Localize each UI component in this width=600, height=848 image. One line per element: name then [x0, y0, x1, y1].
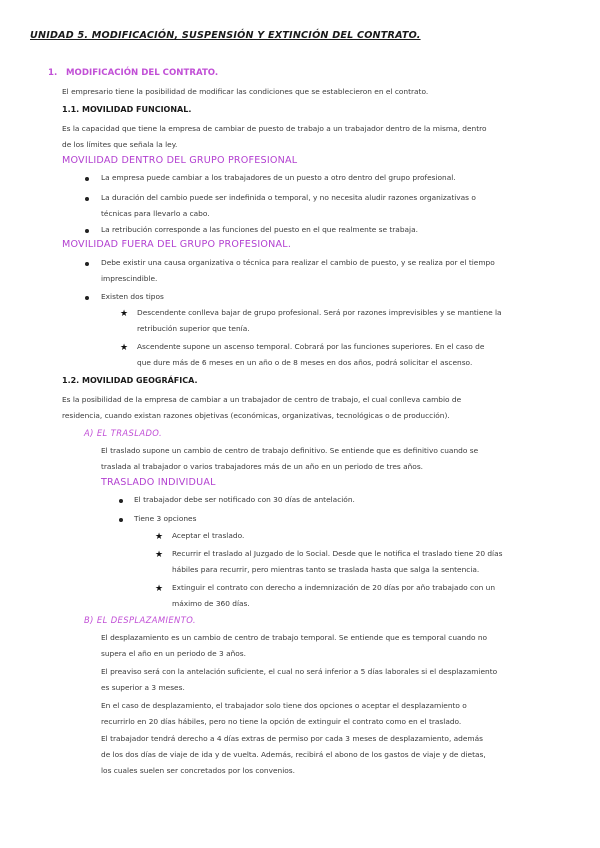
bullet-dot — [119, 499, 123, 503]
paragraph-line: es superior a 3 meses. — [101, 683, 185, 692]
heading-movilidad-dentro: MOVILIDAD DENTRO DEL GRUPO PROFESIONAL — [62, 155, 298, 166]
bullet-dot — [85, 197, 89, 201]
paragraph-line: supera el año en un periodo de 3 años. — [101, 649, 247, 658]
heading-movilidad-fuera: MOVILIDAD FUERA DEL GRUPO PROFESIONAL. — [62, 239, 292, 250]
bullet-dot — [85, 177, 89, 181]
paragraph-line: El preaviso será con la antelación suficiente, el cual no será inferior a 5 días laborales si el desplazamiento — [101, 667, 498, 676]
list-item: Tiene 3 opciones — [134, 514, 197, 523]
subsection-heading-funcional: 1.1. MOVILIDAD FUNCIONAL. — [62, 105, 192, 114]
list-item: El trabajador debe ser notificado con 30 días de antelación. — [134, 495, 355, 504]
bullet-dot — [85, 229, 89, 233]
bullet-dot — [85, 262, 89, 266]
heading-traslado-individual: TRASLADO INDIVIDUAL — [101, 477, 216, 488]
section-number: 1. — [48, 68, 58, 78]
page-title: UNIDAD 5. MODIFICACIÓN, SUSPENSIÓN Y EXTINCIÓN DEL CONTRATO. — [30, 30, 421, 41]
bullet-dot — [119, 518, 123, 522]
list-item-continuation: técnicas para llevarlo a cabo. — [101, 209, 210, 218]
paragraph-line: El trabajador tendrá derecho a 4 días extras de permiso por cada 3 meses de desplazamiento, además — [101, 734, 483, 743]
subsection-heading-geografica: 1.2. MOVILIDAD GEOGRÁFICA. — [62, 376, 198, 385]
list-item: Extinguir el contrato con derecho a indemnización de 20 días por año trabajado con un — [172, 583, 496, 592]
star-bullet-icon: ★ — [155, 584, 164, 594]
paragraph-line: recurrirlo en 20 días hábiles, pero no tiene la opción de extinguir el contrato como en el traslado. — [101, 717, 462, 726]
paragraph-intro: El empresario tiene la posibilidad de modificar las condiciones que se establecieron en el contrato. — [62, 87, 429, 96]
list-item-continuation: que dure más de 6 meses en un año o de 8 meses en dos años, podrá solicitar el ascenso. — [137, 358, 473, 367]
paragraph-funcional-line1: Es la capacidad que tiene la empresa de cambiar de puesto de trabajo a un trabajador dentro de la misma, dentro — [62, 124, 487, 133]
list-item: Descendente conlleva bajar de grupo profesional. Será por razones imprevisibles y se mantiene la — [137, 308, 502, 317]
heading-traslado: A) EL TRASLADO. — [84, 428, 163, 438]
bullet-dot — [85, 296, 89, 300]
list-item-continuation: retribución superior que tenía. — [137, 324, 250, 333]
section-heading-modificacion: MODIFICACIÓN DEL CONTRATO. — [66, 68, 219, 78]
list-item-continuation: máximo de 360 días. — [172, 599, 250, 608]
list-item-continuation: imprescindible. — [101, 274, 158, 283]
list-item: La empresa puede cambiar a los trabajadores de un puesto a otro dentro del grupo profesional. — [101, 173, 456, 182]
list-item: Recurrir el traslado al Juzgado de lo Social. Desde que le notifica el traslado tiene 20 días — [172, 549, 503, 558]
list-item: La retribución corresponde a las funciones del puesto en el que realmente se trabaja. — [101, 225, 418, 234]
list-item: Aceptar el traslado. — [172, 531, 245, 540]
paragraph-line: los cuales suelen ser concretados por los convenios. — [101, 766, 295, 775]
list-item: Ascendente supone un ascenso temporal. Cobrará por las funciones superiores. En el caso de — [137, 342, 485, 351]
paragraph-line: En el caso de desplazamiento, el trabajador solo tiene dos opciones o aceptar el desplazamiento o — [101, 701, 467, 710]
paragraph-geografica-line2: residencia, cuando existan razones objetivas (económicas, organizativas, tecnológicas o de producción). — [62, 411, 450, 420]
paragraph-traslado-line2: traslada al trabajador o varios trabajadores más de un año en un periodo de tres años. — [101, 462, 424, 471]
star-bullet-icon: ★ — [155, 532, 164, 542]
list-item-continuation: hábiles para recurrir, pero mientras tanto se traslada hasta que salga la sentencia. — [172, 565, 480, 574]
heading-desplazamiento: B) EL DESPLAZAMIENTO. — [84, 615, 196, 625]
list-item: Existen dos tipos — [101, 292, 164, 301]
paragraph-funcional-line2: de los límites que señala la ley. — [62, 140, 178, 149]
list-item: Debe existir una causa organizativa o técnica para realizar el cambio de puesto, y se realiza por el tiempo — [101, 258, 495, 267]
star-bullet-icon: ★ — [120, 343, 129, 353]
paragraph-line: El desplazamiento es un cambio de centro de trabajo temporal. Se entiende que es temporal cuando no — [101, 633, 488, 642]
paragraph-geografica-line1: Es la posibilidad de la empresa de cambiar a un trabajador de centro de trabajo, el cual conlleva cambio de — [62, 395, 462, 404]
list-item: La duración del cambio puede ser indefinida o temporal, y no necesita aludir razones organizativas o — [101, 193, 476, 202]
star-bullet-icon: ★ — [155, 550, 164, 560]
star-bullet-icon: ★ — [120, 309, 129, 319]
paragraph-traslado-line1: El traslado supone un cambio de centro de trabajo definitivo. Se entiende que es definitivo cuando se — [101, 446, 479, 455]
paragraph-line: de los dos días de viaje de ida y de vuelta. Además, recibirá el abono de los gastos de viaje y de dietas, — [101, 750, 486, 759]
